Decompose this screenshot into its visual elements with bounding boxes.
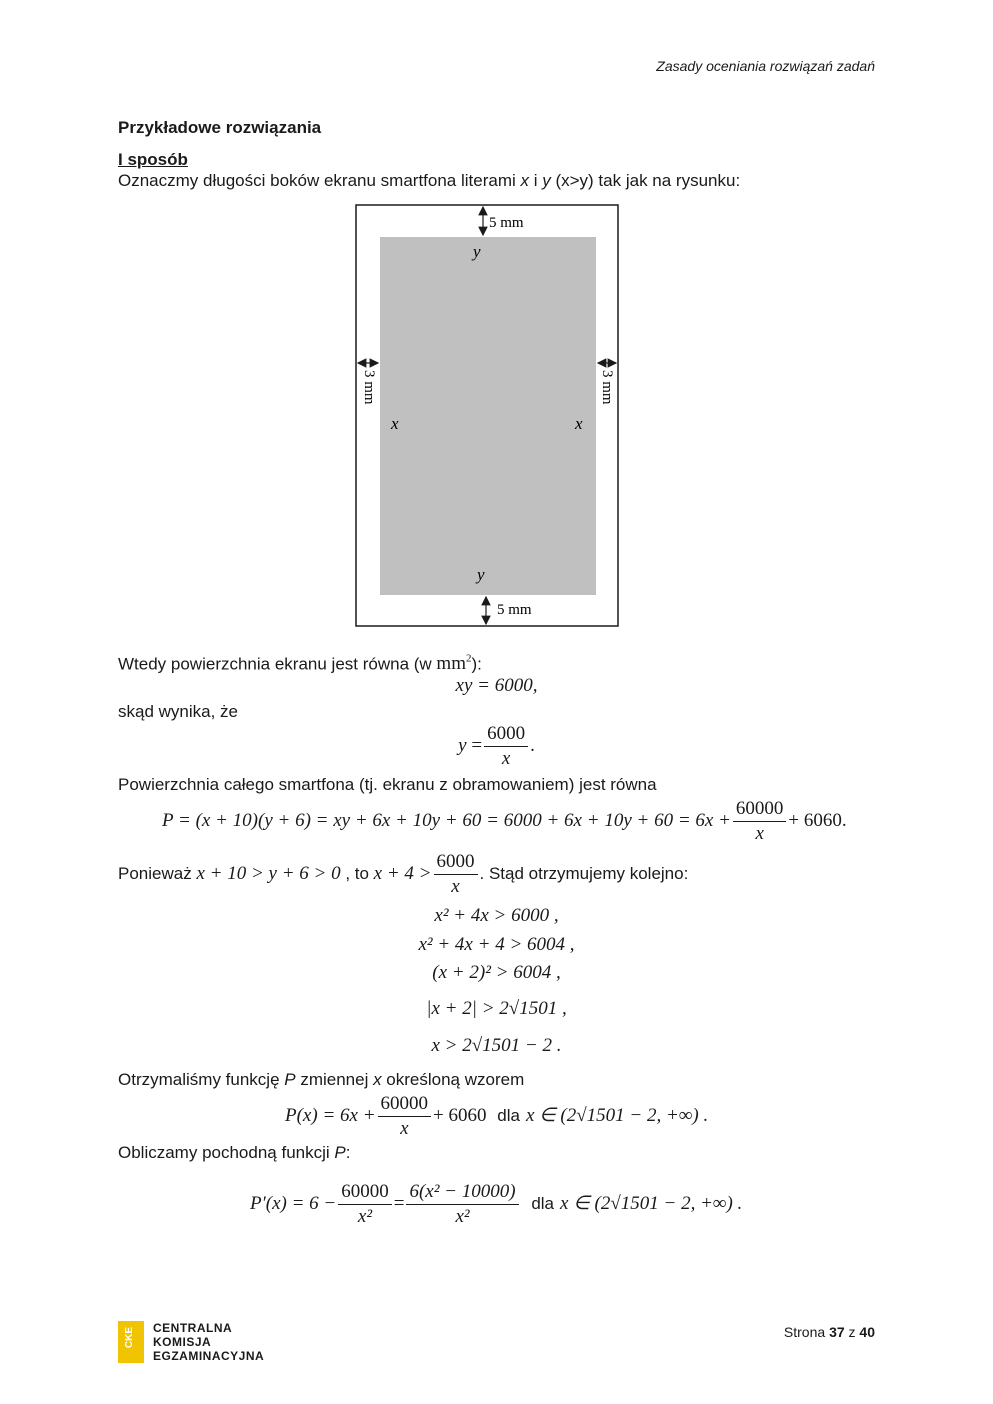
because-line: Ponieważ x + 10 > y + 6 > 0 , to x + 4 > $\frac{6000}{x}$ . Stąd otrzymujemy kolejno: <box>118 851 689 897</box>
step-2: x² + 4x + 4 > 6004 , <box>418 934 575 955</box>
step-1: x² + 4x > 6000 , <box>434 905 559 926</box>
y-fraction: $\frac{6000}{x}$ <box>484 722 528 771</box>
eq-Px: P(x) = 6x + $\frac{60000}{x}$ + 6060 dla x ∈ (2√1501 − 2, +∞) . <box>285 1093 709 1139</box>
area-line <box>118 653 482 675</box>
area-close: ): <box>471 654 482 674</box>
step-4: |x + 2| > 2√1501 , <box>426 998 567 1019</box>
left-side-label: x <box>391 414 399 433</box>
eq-y: y = $\frac{6000}{x}$ . <box>458 723 535 769</box>
intro-text-a: Oznaczmy długości boków ekranu smartfona literami <box>118 171 521 190</box>
bottom-side-label: y <box>477 565 485 584</box>
page-number: Strona 37 z 40 <box>783 1324 875 1340</box>
smartphone-figure <box>340 198 640 634</box>
whole-area-text: Powierzchnia całego smartfona (tj. ekranu z obramowaniem) jest równa <box>118 775 657 794</box>
ineq-fraction: $\frac{6000}{x}$ <box>434 850 478 899</box>
method-heading: I sposób <box>118 150 188 169</box>
top-side-label: y <box>473 242 481 261</box>
right-margin-label: 3 mm <box>599 370 615 405</box>
P-fraction: $\frac{60000}{x}$ <box>733 797 787 846</box>
Px-fraction: $\frac{60000}{x}$ <box>378 1092 432 1141</box>
intro-text-c: (x>y) tak jak na rysunku: <box>550 171 741 190</box>
intro-paragraph <box>118 171 740 191</box>
intro-var-y: y <box>542 171 551 190</box>
cke-logo-mark: CKE <box>118 1321 144 1363</box>
function-def-line: Otrzymaliśmy funkcję P zmiennej x określoną wzorem <box>118 1070 525 1089</box>
bottom-margin-label: 5 mm <box>497 602 532 618</box>
eq-P-expand: P = (x + 10)(y + 6) = xy + 6x + 10y + 60 = 6000 + 6x + 10y + 60 = 6x + $\frac{60000}{x}$ + 6060. <box>162 798 847 844</box>
step-5: x > 2√1501 − 2 . <box>431 1035 562 1056</box>
intro-var-x: x <box>520 171 529 190</box>
dP-fraction-1: $\frac{60000}{\text{x²}}$ <box>338 1180 392 1229</box>
area-text: Wtedy powierzchnia ekranu jest równa (w <box>118 654 437 674</box>
top-margin-label: 5 mm <box>489 215 524 231</box>
step-3: (x + 2)² > 6004 , <box>432 962 561 983</box>
cke-logo-text: CENTRALNA KOMISJA EGZAMINACYJNA <box>153 1321 265 1363</box>
section-title: Przykładowe rozwiązania <box>118 118 322 137</box>
running-header: Zasady oceniania rozwiązań zadań <box>656 58 875 74</box>
eq-derivative: P′(x) = 6 − $\frac{60000}{\text{x²}}$ = $\frac{\text{6(x² − 10000)}}{\text{x²}}$ dla x ∈ (2√1501 − 2, +∞) . <box>250 1181 743 1227</box>
screen-area <box>380 237 596 595</box>
area-unit: $mm^2$ <box>436 653 472 675</box>
intro-text-b: i <box>529 171 543 190</box>
derivative-line: Obliczamy pochodną funkcji P: <box>118 1143 351 1162</box>
left-margin-label: 3 mm <box>361 370 377 405</box>
right-side-label: x <box>575 414 583 433</box>
hence-text: skąd wynika, że <box>118 702 238 721</box>
dP-fraction-2: $\frac{\text{6(x² − 10000)}}{\text{x²}}$ <box>406 1180 518 1229</box>
eq-xy: xy = 6000, <box>455 675 538 696</box>
